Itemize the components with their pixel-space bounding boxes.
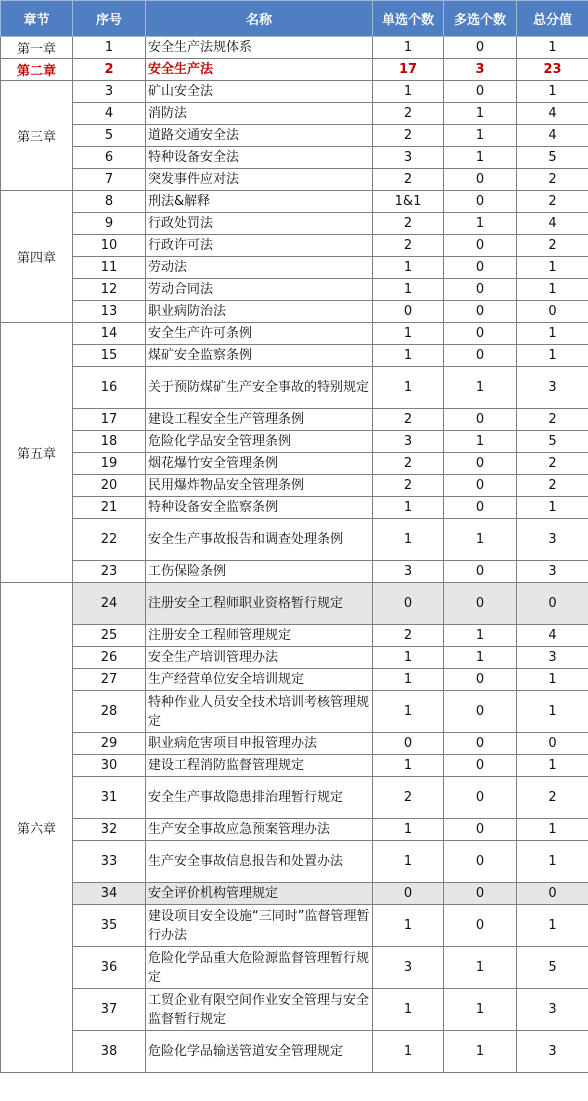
- total-score-cell: 2: [517, 235, 588, 257]
- table-row: [1, 103, 588, 125]
- number-cell: 26: [73, 647, 146, 669]
- number-cell: 11: [73, 257, 146, 279]
- multi-count-cell: 0: [444, 81, 517, 103]
- single-count-cell: 1: [373, 647, 444, 669]
- single-count-cell: 1: [373, 497, 444, 519]
- number-cell: 10: [73, 235, 146, 257]
- number-cell: 36: [73, 947, 146, 989]
- name-cell: 矿山安全法: [146, 81, 373, 103]
- multi-count-cell: 0: [444, 475, 517, 497]
- multi-count-cell: 0: [444, 453, 517, 475]
- total-score-cell: 1: [517, 345, 588, 367]
- multi-count-cell: 1: [444, 989, 517, 1031]
- total-score-cell: 2: [517, 475, 588, 497]
- total-score-cell: 0: [517, 301, 588, 323]
- name-cell: 危险化学品重大危险源监督管理暂行规定: [146, 947, 373, 989]
- table-row: [1, 841, 588, 883]
- name-cell: 工贸企业有限空间作业安全管理与安全监督暂行规定: [146, 989, 373, 1031]
- total-score-cell: 4: [517, 103, 588, 125]
- single-count-cell: 2: [373, 409, 444, 431]
- single-count-cell: 2: [373, 475, 444, 497]
- single-count-cell: 1: [373, 323, 444, 345]
- multi-count-cell: 1: [444, 947, 517, 989]
- number-cell: 37: [73, 989, 146, 1031]
- number-cell: 17: [73, 409, 146, 431]
- chapter-cell: 第二章: [1, 59, 73, 81]
- table-row: [1, 301, 588, 323]
- name-cell: 建设工程消防监督管理规定: [146, 755, 373, 777]
- single-count-cell: 2: [373, 453, 444, 475]
- table-row: [1, 235, 588, 257]
- chapter-cell: 第一章: [1, 37, 73, 59]
- table-body: [1, 37, 588, 1073]
- total-score-cell: 5: [517, 431, 588, 453]
- multi-count-cell: 0: [444, 561, 517, 583]
- name-cell: 职业病危害项目申报管理办法: [146, 733, 373, 755]
- total-score-cell: 2: [517, 191, 588, 213]
- single-count-cell: 3: [373, 147, 444, 169]
- header-number: 序号: [73, 1, 146, 37]
- table-row: [1, 755, 588, 777]
- name-cell: 注册安全工程师管理规定: [146, 625, 373, 647]
- multi-count-cell: 0: [444, 409, 517, 431]
- name-cell: 特种作业人员安全技术培训考核管理规定: [146, 691, 373, 733]
- multi-count-cell: 0: [444, 37, 517, 59]
- multi-count-cell: 0: [444, 777, 517, 819]
- number-cell: 24: [73, 583, 146, 625]
- multi-count-cell: 0: [444, 279, 517, 301]
- multi-count-cell: 0: [444, 905, 517, 947]
- table-row: [1, 59, 588, 81]
- number-cell: 29: [73, 733, 146, 755]
- number-cell: 8: [73, 191, 146, 213]
- table-row: [1, 147, 588, 169]
- chapter-cell: 第三章: [1, 81, 73, 191]
- table-row: [1, 257, 588, 279]
- number-cell: 18: [73, 431, 146, 453]
- header-row: [1, 1, 588, 37]
- table-row: [1, 947, 588, 989]
- chapter-cell: 第六章: [1, 583, 73, 1073]
- total-score-cell: 1: [517, 37, 588, 59]
- multi-count-cell: 0: [444, 883, 517, 905]
- name-cell: 劳动法: [146, 257, 373, 279]
- name-cell: 安全生产法规体系: [146, 37, 373, 59]
- name-cell: 安全生产法: [146, 59, 373, 81]
- total-score-cell: 1: [517, 841, 588, 883]
- name-cell: 烟花爆竹安全管理条例: [146, 453, 373, 475]
- table-row: [1, 345, 588, 367]
- number-cell: 25: [73, 625, 146, 647]
- name-cell: 生产安全事故信息报告和处置办法: [146, 841, 373, 883]
- number-cell: 3: [73, 81, 146, 103]
- name-cell: 民用爆炸物品安全管理条例: [146, 475, 373, 497]
- header-chapter: 章节: [1, 1, 73, 37]
- table-row: [1, 475, 588, 497]
- multi-count-cell: 1: [444, 625, 517, 647]
- table-row: [1, 279, 588, 301]
- single-count-cell: 2: [373, 125, 444, 147]
- total-score-cell: 3: [517, 367, 588, 409]
- total-score-cell: 2: [517, 777, 588, 819]
- number-cell: 12: [73, 279, 146, 301]
- number-cell: 2: [73, 59, 146, 81]
- name-cell: 生产经营单位安全培训规定: [146, 669, 373, 691]
- single-count-cell: 1: [373, 81, 444, 103]
- total-score-cell: 2: [517, 169, 588, 191]
- single-count-cell: 2: [373, 625, 444, 647]
- table-row: [1, 777, 588, 819]
- multi-count-cell: 0: [444, 819, 517, 841]
- single-count-cell: 2: [373, 777, 444, 819]
- total-score-cell: 1: [517, 323, 588, 345]
- multi-count-cell: 1: [444, 519, 517, 561]
- name-cell: 安全生产事故报告和调查处理条例: [146, 519, 373, 561]
- multi-count-cell: 0: [444, 257, 517, 279]
- table-row: [1, 669, 588, 691]
- name-cell: 安全评价机构管理规定: [146, 883, 373, 905]
- table-row: [1, 561, 588, 583]
- single-count-cell: 1&1: [373, 191, 444, 213]
- name-cell: 特种设备安全法: [146, 147, 373, 169]
- table-row: [1, 625, 588, 647]
- single-count-cell: 2: [373, 103, 444, 125]
- multi-count-cell: 0: [444, 733, 517, 755]
- total-score-cell: 5: [517, 947, 588, 989]
- table-row: [1, 409, 588, 431]
- number-cell: 35: [73, 905, 146, 947]
- number-cell: 20: [73, 475, 146, 497]
- multi-count-cell: 0: [444, 691, 517, 733]
- name-cell: 行政许可法: [146, 235, 373, 257]
- number-cell: 27: [73, 669, 146, 691]
- name-cell: 注册安全工程师职业资格暂行规定: [146, 583, 373, 625]
- single-count-cell: 2: [373, 213, 444, 235]
- header-name: 名称: [146, 1, 373, 37]
- multi-count-cell: 3: [444, 59, 517, 81]
- total-score-cell: 0: [517, 733, 588, 755]
- table-row: [1, 583, 588, 625]
- name-cell: 危险化学品输送管道安全管理规定: [146, 1031, 373, 1073]
- name-cell: 突发事件应对法: [146, 169, 373, 191]
- table-row: [1, 819, 588, 841]
- multi-count-cell: 0: [444, 345, 517, 367]
- multi-count-cell: 1: [444, 647, 517, 669]
- name-cell: 危险化学品安全管理条例: [146, 431, 373, 453]
- multi-count-cell: 0: [444, 235, 517, 257]
- total-score-cell: 0: [517, 883, 588, 905]
- single-count-cell: 3: [373, 561, 444, 583]
- table-row: [1, 323, 588, 345]
- single-count-cell: 1: [373, 755, 444, 777]
- table-row: [1, 1031, 588, 1073]
- single-count-cell: 2: [373, 169, 444, 191]
- number-cell: 19: [73, 453, 146, 475]
- number-cell: 6: [73, 147, 146, 169]
- name-cell: 建设工程安全生产管理条例: [146, 409, 373, 431]
- header-multi-count: 多选个数: [444, 1, 517, 37]
- number-cell: 23: [73, 561, 146, 583]
- multi-count-cell: 0: [444, 755, 517, 777]
- total-score-cell: 2: [517, 409, 588, 431]
- table-row: [1, 431, 588, 453]
- single-count-cell: 17: [373, 59, 444, 81]
- total-score-cell: 3: [517, 647, 588, 669]
- number-cell: 14: [73, 323, 146, 345]
- table-row: [1, 191, 588, 213]
- number-cell: 33: [73, 841, 146, 883]
- total-score-cell: 1: [517, 691, 588, 733]
- header-single-count: 单选个数: [373, 1, 444, 37]
- table-row: [1, 367, 588, 409]
- total-score-cell: 1: [517, 257, 588, 279]
- name-cell: 生产安全事故应急预案管理办法: [146, 819, 373, 841]
- number-cell: 34: [73, 883, 146, 905]
- table-row: [1, 519, 588, 561]
- single-count-cell: 1: [373, 279, 444, 301]
- single-count-cell: 3: [373, 431, 444, 453]
- single-count-cell: 1: [373, 669, 444, 691]
- multi-count-cell: 0: [444, 583, 517, 625]
- name-cell: 煤矿安全监察条例: [146, 345, 373, 367]
- total-score-cell: 1: [517, 497, 588, 519]
- table-row: [1, 497, 588, 519]
- multi-count-cell: 1: [444, 147, 517, 169]
- table-row: [1, 905, 588, 947]
- table-row: [1, 647, 588, 669]
- total-score-cell: 4: [517, 125, 588, 147]
- table-row: [1, 883, 588, 905]
- single-count-cell: 1: [373, 819, 444, 841]
- single-count-cell: 1: [373, 841, 444, 883]
- single-count-cell: 1: [373, 345, 444, 367]
- name-cell: 行政处罚法: [146, 213, 373, 235]
- single-count-cell: 1: [373, 1031, 444, 1073]
- total-score-cell: 4: [517, 625, 588, 647]
- number-cell: 15: [73, 345, 146, 367]
- number-cell: 4: [73, 103, 146, 125]
- single-count-cell: 1: [373, 905, 444, 947]
- total-score-cell: 3: [517, 561, 588, 583]
- total-score-cell: 1: [517, 669, 588, 691]
- number-cell: 16: [73, 367, 146, 409]
- single-count-cell: 3: [373, 947, 444, 989]
- multi-count-cell: 0: [444, 191, 517, 213]
- multi-count-cell: 1: [444, 431, 517, 453]
- single-count-cell: 0: [373, 883, 444, 905]
- multi-count-cell: 1: [444, 213, 517, 235]
- multi-count-cell: 0: [444, 497, 517, 519]
- number-cell: 28: [73, 691, 146, 733]
- single-count-cell: 1: [373, 257, 444, 279]
- total-score-cell: 2: [517, 453, 588, 475]
- chapter-cell: 第四章: [1, 191, 73, 323]
- number-cell: 1: [73, 37, 146, 59]
- single-count-cell: 1: [373, 989, 444, 1031]
- name-cell: 刑法&解释: [146, 191, 373, 213]
- table-row: [1, 213, 588, 235]
- total-score-cell: 0: [517, 583, 588, 625]
- table-row: [1, 989, 588, 1031]
- total-score-cell: 1: [517, 279, 588, 301]
- total-score-cell: 1: [517, 905, 588, 947]
- total-score-cell: 3: [517, 1031, 588, 1073]
- name-cell: 工伤保险条例: [146, 561, 373, 583]
- table-row: [1, 125, 588, 147]
- total-score-cell: 4: [517, 213, 588, 235]
- total-score-cell: 3: [517, 519, 588, 561]
- number-cell: 30: [73, 755, 146, 777]
- table-row: [1, 733, 588, 755]
- multi-count-cell: 0: [444, 669, 517, 691]
- name-cell: 职业病防治法: [146, 301, 373, 323]
- multi-count-cell: 1: [444, 103, 517, 125]
- table-row: [1, 37, 588, 59]
- chapter-cell: 第五章: [1, 323, 73, 583]
- number-cell: 32: [73, 819, 146, 841]
- multi-count-cell: 0: [444, 841, 517, 883]
- single-count-cell: 1: [373, 691, 444, 733]
- single-count-cell: 0: [373, 733, 444, 755]
- table-row: [1, 169, 588, 191]
- table-row: [1, 691, 588, 733]
- total-score-cell: 5: [517, 147, 588, 169]
- multi-count-cell: 1: [444, 125, 517, 147]
- single-count-cell: 1: [373, 519, 444, 561]
- multi-count-cell: 0: [444, 169, 517, 191]
- multi-count-cell: 0: [444, 323, 517, 345]
- number-cell: 22: [73, 519, 146, 561]
- table-row: [1, 81, 588, 103]
- name-cell: 关于预防煤矿生产安全事故的特别规定: [146, 367, 373, 409]
- total-score-cell: 1: [517, 819, 588, 841]
- multi-count-cell: 0: [444, 301, 517, 323]
- number-cell: 9: [73, 213, 146, 235]
- single-count-cell: 1: [373, 367, 444, 409]
- table-row: [1, 453, 588, 475]
- total-score-cell: 23: [517, 59, 588, 81]
- number-cell: 21: [73, 497, 146, 519]
- name-cell: 安全生产事故隐患排治理暂行规定: [146, 777, 373, 819]
- name-cell: 安全生产培训管理办法: [146, 647, 373, 669]
- header-total-score: 总分值: [517, 1, 588, 37]
- name-cell: 劳动合同法: [146, 279, 373, 301]
- name-cell: 特种设备安全监察条例: [146, 497, 373, 519]
- number-cell: 31: [73, 777, 146, 819]
- total-score-cell: 3: [517, 989, 588, 1031]
- name-cell: 建设项目安全设施“三同时”监督管理暂行办法: [146, 905, 373, 947]
- single-count-cell: 0: [373, 583, 444, 625]
- single-count-cell: 1: [373, 37, 444, 59]
- total-score-cell: 1: [517, 81, 588, 103]
- single-count-cell: 0: [373, 301, 444, 323]
- single-count-cell: 2: [373, 235, 444, 257]
- name-cell: 消防法: [146, 103, 373, 125]
- number-cell: 13: [73, 301, 146, 323]
- total-score-cell: 1: [517, 755, 588, 777]
- name-cell: 道路交通安全法: [146, 125, 373, 147]
- name-cell: 安全生产许可条例: [146, 323, 373, 345]
- multi-count-cell: 1: [444, 367, 517, 409]
- multi-count-cell: 1: [444, 1031, 517, 1073]
- number-cell: 5: [73, 125, 146, 147]
- number-cell: 38: [73, 1031, 146, 1073]
- number-cell: 7: [73, 169, 146, 191]
